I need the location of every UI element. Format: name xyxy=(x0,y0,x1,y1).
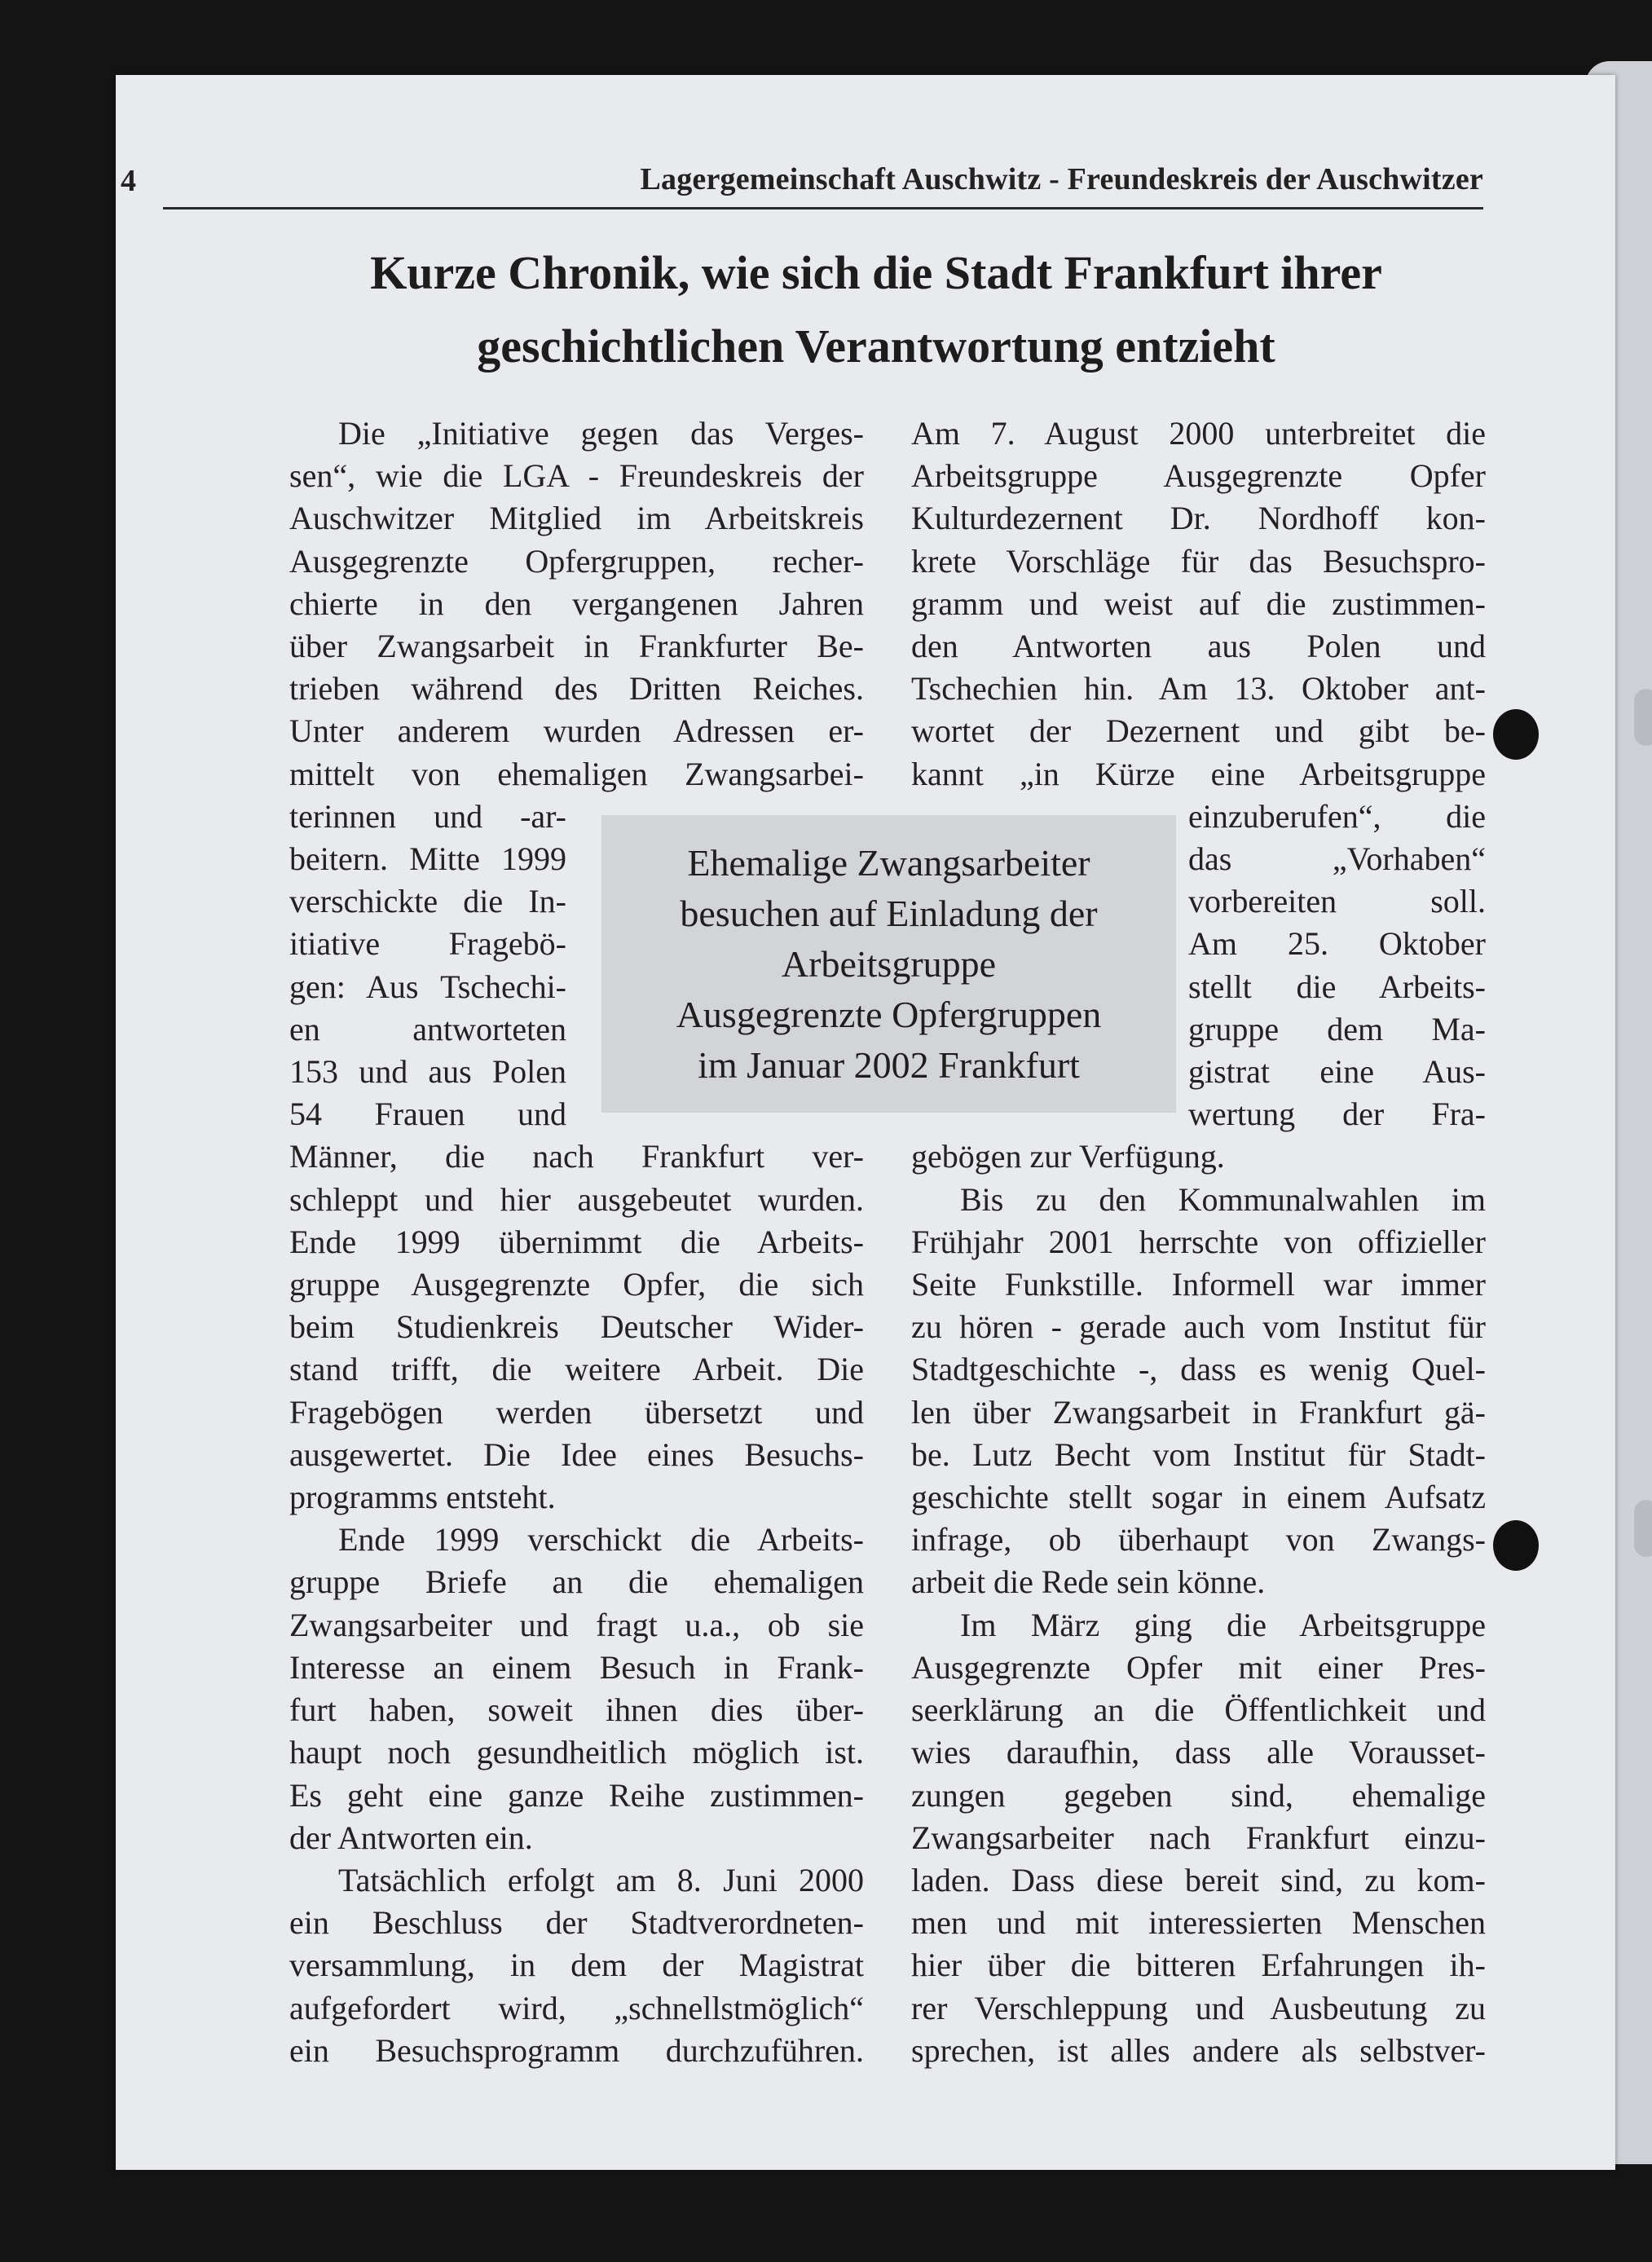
text-line: der Antworten ein. xyxy=(289,1819,533,1856)
left-column xyxy=(289,412,864,2072)
text-line: Am 25. Oktober xyxy=(1188,925,1486,963)
text-line: geschichte stellt sogar in einem Aufsatz xyxy=(911,1479,1486,1516)
text-line: Unter anderem wurden Adressen er- xyxy=(289,712,864,750)
text-line: gruppe Ausgegrenzte Opfer, die sich xyxy=(289,1266,864,1303)
text-line: kannt „in Kürze eine Arbeitsgruppe xyxy=(911,755,1486,792)
text-line: Am 7. August 2000 unterbreitet die xyxy=(911,415,1486,452)
text-line: men und mit interessierten Menschen xyxy=(911,1904,1486,1942)
text-line: gen: Aus Tschechi- xyxy=(289,968,566,1005)
text-line: einzuberufen“, die xyxy=(1188,797,1486,835)
text-line: Kulturdezernent Dr. Nordhoff kon- xyxy=(911,500,1486,537)
text-line: schleppt und hier ausgebeutet wurden. xyxy=(289,1180,864,1218)
text-line: laden. Dass diese bereit sind, zu kom- xyxy=(911,1861,1486,1898)
page-number: 4 xyxy=(121,164,136,198)
text-line: sprechen, ist alles andere als selbstver- xyxy=(911,2031,1486,2069)
article-headline xyxy=(285,236,1467,383)
right-column xyxy=(911,412,1486,2072)
text-line: krete Vorschläge für das Besuchspro- xyxy=(911,542,1486,580)
text-line: Tschechien hin. Am 13. Oktober ant- xyxy=(911,670,1486,708)
text-line: itiative Fragebö- xyxy=(289,925,566,963)
text-line: gistrat eine Aus- xyxy=(1188,1053,1486,1091)
text-line: Ausgegrenzte Opfergruppen, recher- xyxy=(289,542,864,580)
callout-line: besuchen auf Einladung der xyxy=(680,892,1098,934)
text-line: zungen gegeben sind, ehemalige xyxy=(911,1776,1486,1814)
text-line: Interesse an einem Besuch in Frank- xyxy=(289,1648,864,1686)
headline-line: Kurze Chronik, wie sich die Stadt Frankfurt ihrer xyxy=(370,246,1382,299)
text-line: hier über die bitteren Erfahrungen ih- xyxy=(911,1947,1486,1984)
text-line: Frühjahr 2001 herrschte von offizieller xyxy=(911,1223,1486,1260)
text-line: Zwangsarbeiter und fragt u.a., ob sie xyxy=(289,1606,864,1643)
callout-line: Ehemalige Zwangsarbeiter xyxy=(687,841,1090,884)
text-line: den Antworten aus Polen und xyxy=(911,628,1486,665)
callout-box xyxy=(601,815,1176,1113)
headline-line: geschichtlichen Verantwortung entzieht xyxy=(477,320,1275,373)
text-line: be. Lutz Becht vom Institut für Stadt- xyxy=(911,1435,1486,1473)
text-line: ausgewertet. Die Idee eines Besuchs- xyxy=(289,1435,864,1473)
text-line: infrage, ob überhaupt von Zwangs- xyxy=(911,1521,1486,1559)
text-line: Fragebögen werden übersetzt und xyxy=(289,1393,864,1431)
adjacent-page-punch-hole xyxy=(1634,1500,1652,1557)
text-line: gruppe dem Ma- xyxy=(1188,1010,1486,1047)
text-line: Männer, die nach Frankfurt ver- xyxy=(289,1138,864,1175)
text-line: furt haben, soweit ihnen dies über- xyxy=(289,1691,864,1729)
text-line: chierte in den vergangenen Jahren xyxy=(289,584,864,622)
text-line: über Zwangsarbeit in Frankfurter Be- xyxy=(289,628,864,665)
text-line: 153 und aus Polen xyxy=(289,1053,566,1091)
text-line: len über Zwangsarbeit in Frankfurt gä- xyxy=(911,1393,1486,1431)
callout-line: Arbeitsgruppe xyxy=(781,942,997,985)
text-line: wortet der Dezernent und gibt be- xyxy=(911,712,1486,750)
text-line: vorbereiten soll. xyxy=(1188,883,1486,920)
text-line: programms entsteht. xyxy=(289,1479,556,1516)
text-line: gruppe Briefe an die ehemaligen xyxy=(289,1563,864,1601)
text-line: Auschwitzer Mitglied im Arbeitskreis xyxy=(289,500,864,537)
text-line: Bis zu den Kommunalwahlen im xyxy=(960,1180,1486,1218)
text-line: trieben während des Dritten Reiches. xyxy=(289,670,864,708)
text-line: sen“, wie die LGA - Freundeskreis der xyxy=(289,457,864,495)
text-line: verschickte die In- xyxy=(289,883,566,920)
text-line: mittelt von ehemaligen Zwangsarbei- xyxy=(289,755,864,792)
text-line: Seite Funkstille. Informell war immer xyxy=(911,1266,1486,1303)
running-title: Lagergemeinschaft Auschwitz - Freundeskreis der Auschwitzer xyxy=(640,162,1483,196)
text-line: terinnen und -ar- xyxy=(289,797,566,835)
callout-line: im Januar 2002 Frankfurt xyxy=(698,1043,1080,1086)
text-line: gebögen zur Verfügung. xyxy=(911,1138,1225,1175)
text-line: Tatsächlich erfolgt am 8. Juni 2000 xyxy=(338,1861,864,1898)
text-line: Ausgegrenzte Opfer mit einer Pres- xyxy=(911,1648,1486,1686)
callout-line: Ausgegrenzte Opfergruppen xyxy=(676,993,1102,1035)
text-line: ein Besuchsprogramm durchzuführen. xyxy=(289,2031,864,2069)
text-line: stellt die Arbeits- xyxy=(1188,968,1486,1005)
text-line: Die „Initiative gegen das Verges- xyxy=(338,415,864,452)
text-line: haupt noch gesundheitlich möglich ist. xyxy=(289,1734,864,1771)
punch-hole xyxy=(1493,1520,1539,1571)
text-line: versammlung, in dem der Magistrat xyxy=(289,1947,864,1984)
punch-hole xyxy=(1493,709,1539,760)
text-line: beitern. Mitte 1999 xyxy=(289,840,566,878)
text-line: stand trifft, die weitere Arbeit. Die xyxy=(289,1351,864,1388)
text-line: en antworteten xyxy=(289,1010,566,1047)
text-line: arbeit die Rede sein könne. xyxy=(911,1563,1266,1601)
text-line: gramm und weist auf die zustimmen- xyxy=(911,584,1486,622)
text-line: Es geht eine ganze Reihe zustimmen- xyxy=(289,1776,864,1814)
text-line: ein Beschluss der Stadtverordneten- xyxy=(289,1904,864,1942)
text-line: wertung der Fra- xyxy=(1188,1096,1486,1133)
text-line: Arbeitsgruppe Ausgegrenzte Opfer xyxy=(911,457,1486,495)
text-line: seerklärung an die Öffentlichkeit und xyxy=(911,1691,1486,1729)
text-line: Ende 1999 übernimmt die Arbeits- xyxy=(289,1223,864,1260)
text-line: rer Verschleppung und Ausbeutung zu xyxy=(911,1989,1486,2026)
adjacent-page-punch-hole xyxy=(1634,689,1652,746)
text-line: 54 Frauen und xyxy=(289,1096,566,1133)
text-line: aufgefordert wird, „schnellstmöglich“ xyxy=(289,1989,864,2026)
text-line: Im März ging die Arbeitsgruppe xyxy=(960,1606,1486,1643)
text-line: beim Studienkreis Deutscher Wider- xyxy=(289,1308,864,1346)
text-line: wies daraufhin, dass alle Vorausset- xyxy=(911,1734,1486,1771)
text-line: das „Vorhaben“ xyxy=(1188,840,1486,878)
text-line: Zwangsarbeiter nach Frankfurt einzu- xyxy=(911,1819,1486,1856)
text-line: Stadtgeschichte -, dass es wenig Quel- xyxy=(911,1351,1486,1388)
text-line: Ende 1999 verschickt die Arbeits- xyxy=(338,1521,864,1559)
text-line: zu hören - gerade auch vom Institut für xyxy=(911,1308,1486,1346)
